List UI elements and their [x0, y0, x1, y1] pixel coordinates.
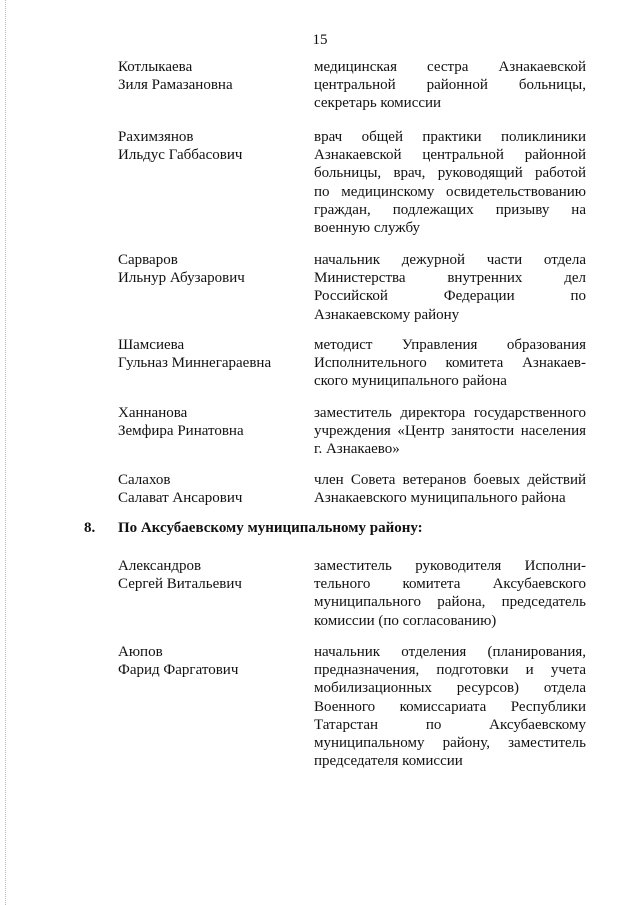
- role-line: Исполнительного комитета Азнакаев-: [314, 355, 586, 372]
- member-given-name: Зиля Рамазановна: [118, 77, 233, 94]
- role-line: заместитель директора государственного: [314, 405, 586, 421]
- member-role: [314, 643, 586, 770]
- role-line: военную службу: [314, 220, 421, 237]
- scan-edge-line: [5, 0, 6, 905]
- member-name: [118, 336, 303, 372]
- member-name: [118, 58, 303, 94]
- member-name: [118, 557, 303, 593]
- role-line: начальник дежурной части отдела: [314, 252, 586, 268]
- role-line: муниципальному району, заместитель: [314, 735, 586, 752]
- section-heading: [84, 519, 423, 537]
- section-number: 8.: [84, 520, 96, 536]
- member-role: [314, 128, 586, 237]
- role-line: методист Управления образования: [314, 337, 586, 353]
- role-line: центральной районной больницы,: [314, 77, 586, 94]
- role-line: Азнакаевской центральной районной: [314, 147, 586, 164]
- role-line: по медицинскому освидетельствованию: [314, 183, 586, 200]
- role-line: начальник отделения (планирования,: [314, 644, 586, 660]
- role-line: тельного комитета Аксубаевского: [314, 576, 586, 593]
- member-surname: Шамсиева: [118, 337, 185, 353]
- member-name: [118, 404, 303, 440]
- role-line: председателя комиссии: [314, 753, 463, 770]
- role-line: г. Азнакаево»: [314, 441, 400, 458]
- member-given-name: Гульназ Миннегараевна: [118, 355, 272, 372]
- member-surname: Аюпов: [118, 644, 163, 660]
- role-line: секретарь комиссии: [314, 95, 442, 112]
- member-role: [314, 336, 586, 391]
- role-line: Военного комиссариата Республики: [314, 698, 586, 715]
- role-line: комиссии (по согласованию): [314, 612, 497, 629]
- member-surname: Котлыкаева: [118, 59, 193, 75]
- member-name: [118, 471, 303, 507]
- member-role: [314, 58, 586, 113]
- role-line: муниципального района, председатель: [314, 594, 586, 611]
- member-role: [314, 471, 586, 507]
- member-given-name: Земфира Ринатовна: [118, 423, 244, 440]
- role-line: предназначения, подготовки и учета: [314, 662, 586, 679]
- role-line: учреждения «Центр занятости населения: [314, 423, 586, 440]
- role-line: член Совета ветеранов боевых действий: [314, 472, 586, 488]
- member-given-name: Фарид Фаргатович: [118, 662, 239, 679]
- member-name: [118, 251, 303, 287]
- member-given-name: Салават Ансарович: [118, 490, 243, 507]
- role-line: Азнакаевскому району: [314, 306, 460, 323]
- role-line: больницы, врач, руководящий работой: [314, 165, 586, 182]
- member-role: [314, 404, 586, 459]
- member-surname: Рахимзянов: [118, 129, 194, 145]
- role-line: ского муниципального района: [314, 373, 507, 390]
- member-surname: Сарваров: [118, 252, 178, 268]
- role-line: Азнакаевского муниципального района: [314, 490, 566, 507]
- member-name: [118, 128, 303, 164]
- member-given-name: Ильдус Габбасович: [118, 147, 243, 164]
- role-line: медицинская сестра Азнакаевской: [314, 59, 586, 75]
- member-surname: Салахов: [118, 472, 171, 488]
- member-name: [118, 643, 303, 679]
- role-line: врач общей практики поликлиники: [314, 129, 586, 145]
- section-title: По Аксубаевскому муниципальному району:: [118, 520, 423, 536]
- member-surname: Александров: [118, 558, 202, 574]
- role-line: Российской Федерации по: [314, 288, 586, 305]
- role-line: мобилизационных ресурсов) отдела: [314, 680, 586, 697]
- role-line: Министерства внутренних дел: [314, 270, 586, 287]
- member-given-name: Сергей Витальевич: [118, 576, 242, 593]
- member-surname: Ханнанова: [118, 405, 188, 421]
- role-line: заместитель руководителя Исполни-: [314, 558, 586, 574]
- member-role: [314, 557, 586, 630]
- role-line: Татарстан по Аксубаевскому: [314, 716, 586, 733]
- member-role: [314, 251, 586, 324]
- page-number: 15: [312, 32, 328, 48]
- role-line: граждан, подлежащих призыву на: [314, 201, 586, 218]
- member-given-name: Ильнур Абузарович: [118, 270, 245, 287]
